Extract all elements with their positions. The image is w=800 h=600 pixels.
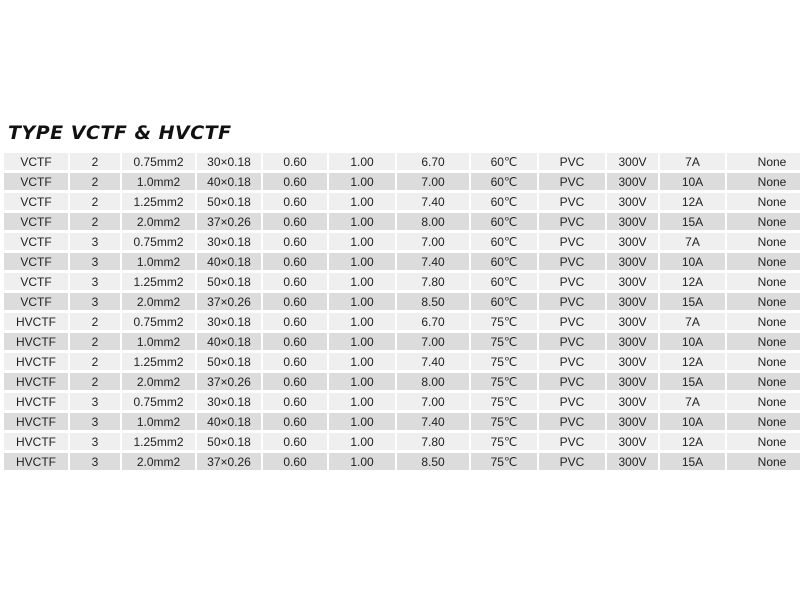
cell-voltage: 300V — [607, 453, 658, 470]
cell-cores: 3 — [70, 253, 120, 270]
table-row — [4, 313, 800, 330]
cell-insulation: 0.60 — [263, 353, 327, 370]
cell-shield: None — [727, 313, 800, 330]
cell-diameter: 8.00 — [397, 213, 469, 230]
cell-strand: 30×0.18 — [197, 153, 261, 170]
cell-size: 1.25mm2 — [122, 353, 195, 370]
cell-current: 12A — [660, 193, 725, 210]
cell-current: 12A — [660, 433, 725, 450]
cell-cores: 2 — [70, 193, 120, 210]
cell-diameter: 7.80 — [397, 433, 469, 450]
cell-sheath: 1.00 — [329, 393, 395, 410]
cell-current: 15A — [660, 453, 725, 470]
cell-cores: 2 — [70, 173, 120, 190]
cell-voltage: 300V — [607, 433, 658, 450]
cell-type: HVCTF — [4, 413, 68, 430]
cell-insulation: 0.60 — [263, 273, 327, 290]
cell-diameter: 7.40 — [397, 193, 469, 210]
cell-current: 7A — [660, 313, 725, 330]
cell-voltage: 300V — [607, 313, 658, 330]
cell-material: PVC — [539, 433, 605, 450]
cell-strand: 30×0.18 — [197, 393, 261, 410]
cell-shield: None — [727, 233, 800, 250]
cell-shield: None — [727, 273, 800, 290]
cell-current: 10A — [660, 333, 725, 350]
cell-temp: 75℃ — [471, 413, 537, 430]
cell-temp: 75℃ — [471, 373, 537, 390]
cell-shield: None — [727, 333, 800, 350]
cell-size: 2.0mm2 — [122, 293, 195, 310]
cell-diameter: 7.40 — [397, 353, 469, 370]
cell-cores: 2 — [70, 153, 120, 170]
cell-temp: 60℃ — [471, 233, 537, 250]
cell-type: VCTF — [4, 213, 68, 230]
cell-cores: 2 — [70, 373, 120, 390]
cell-type: HVCTF — [4, 373, 68, 390]
cell-type: VCTF — [4, 253, 68, 270]
cell-size: 1.0mm2 — [122, 413, 195, 430]
cell-diameter: 6.70 — [397, 153, 469, 170]
table-row — [4, 173, 800, 190]
cell-voltage: 300V — [607, 393, 658, 410]
table-row — [4, 373, 800, 390]
cell-insulation: 0.60 — [263, 433, 327, 450]
cell-size: 0.75mm2 — [122, 313, 195, 330]
cell-sheath: 1.00 — [329, 213, 395, 230]
cell-current: 15A — [660, 293, 725, 310]
cell-sheath: 1.00 — [329, 433, 395, 450]
cell-current: 12A — [660, 273, 725, 290]
cell-type: VCTF — [4, 233, 68, 250]
cell-diameter: 7.40 — [397, 253, 469, 270]
cell-material: PVC — [539, 193, 605, 210]
cell-voltage: 300V — [607, 413, 658, 430]
cell-diameter: 7.40 — [397, 413, 469, 430]
cell-size: 1.25mm2 — [122, 433, 195, 450]
cell-size: 1.0mm2 — [122, 253, 195, 270]
cell-voltage: 300V — [607, 373, 658, 390]
table-row — [4, 353, 800, 370]
cell-diameter: 7.00 — [397, 393, 469, 410]
cell-type: VCTF — [4, 153, 68, 170]
cell-size: 0.75mm2 — [122, 393, 195, 410]
cell-shield: None — [727, 213, 800, 230]
cell-shield: None — [727, 293, 800, 310]
table-row — [4, 413, 800, 430]
cell-material: PVC — [539, 393, 605, 410]
cell-temp: 60℃ — [471, 173, 537, 190]
cell-diameter: 8.50 — [397, 453, 469, 470]
cell-cores: 2 — [70, 333, 120, 350]
cell-insulation: 0.60 — [263, 453, 327, 470]
cell-size: 2.0mm2 — [122, 373, 195, 390]
cell-temp: 75℃ — [471, 393, 537, 410]
cell-size: 1.25mm2 — [122, 273, 195, 290]
cell-strand: 37×0.26 — [197, 373, 261, 390]
cell-sheath: 1.00 — [329, 313, 395, 330]
cell-temp: 60℃ — [471, 293, 537, 310]
table-row — [4, 233, 800, 250]
cell-insulation: 0.60 — [263, 293, 327, 310]
cell-shield: None — [727, 433, 800, 450]
cell-sheath: 1.00 — [329, 233, 395, 250]
cell-material: PVC — [539, 313, 605, 330]
cell-strand: 50×0.18 — [197, 273, 261, 290]
table-row — [4, 453, 800, 470]
cell-voltage: 300V — [607, 173, 658, 190]
cell-sheath: 1.00 — [329, 453, 395, 470]
cell-material: PVC — [539, 153, 605, 170]
cell-diameter: 8.50 — [397, 293, 469, 310]
cell-current: 7A — [660, 233, 725, 250]
cell-size: 1.0mm2 — [122, 173, 195, 190]
cell-temp: 60℃ — [471, 153, 537, 170]
cell-temp: 60℃ — [471, 193, 537, 210]
cell-strand: 37×0.26 — [197, 293, 261, 310]
cell-shield: None — [727, 173, 800, 190]
table-row — [4, 333, 800, 350]
cell-cores: 2 — [70, 313, 120, 330]
cell-sheath: 1.00 — [329, 293, 395, 310]
cell-insulation: 0.60 — [263, 313, 327, 330]
cell-sheath: 1.00 — [329, 193, 395, 210]
cell-diameter: 8.00 — [397, 373, 469, 390]
table-row — [4, 393, 800, 410]
cell-temp: 60℃ — [471, 273, 537, 290]
cell-material: PVC — [539, 373, 605, 390]
cell-strand: 30×0.18 — [197, 233, 261, 250]
cell-insulation: 0.60 — [263, 173, 327, 190]
cell-temp: 75℃ — [471, 353, 537, 370]
cell-cores: 3 — [70, 413, 120, 430]
cell-material: PVC — [539, 353, 605, 370]
cell-insulation: 0.60 — [263, 333, 327, 350]
cell-shield: None — [727, 413, 800, 430]
cell-strand: 37×0.26 — [197, 213, 261, 230]
table-row — [4, 193, 800, 210]
table-row — [4, 293, 800, 310]
cell-sheath: 1.00 — [329, 273, 395, 290]
cell-type: VCTF — [4, 193, 68, 210]
cell-sheath: 1.00 — [329, 173, 395, 190]
cell-size: 2.0mm2 — [122, 453, 195, 470]
cell-strand: 30×0.18 — [197, 313, 261, 330]
cell-size: 0.75mm2 — [122, 153, 195, 170]
cell-voltage: 300V — [607, 273, 658, 290]
cell-cores: 3 — [70, 453, 120, 470]
table-row — [4, 433, 800, 450]
cell-voltage: 300V — [607, 233, 658, 250]
cell-insulation: 0.60 — [263, 233, 327, 250]
cell-voltage: 300V — [607, 353, 658, 370]
cell-voltage: 300V — [607, 253, 658, 270]
cell-type: HVCTF — [4, 433, 68, 450]
cell-size: 2.0mm2 — [122, 213, 195, 230]
cell-strand: 40×0.18 — [197, 333, 261, 350]
cell-shield: None — [727, 353, 800, 370]
cell-insulation: 0.60 — [263, 213, 327, 230]
cell-strand: 40×0.18 — [197, 413, 261, 430]
cell-voltage: 300V — [607, 213, 658, 230]
table-row — [4, 253, 800, 270]
cell-insulation: 0.60 — [263, 413, 327, 430]
cell-size: 1.0mm2 — [122, 333, 195, 350]
cell-cores: 3 — [70, 273, 120, 290]
cell-current: 12A — [660, 353, 725, 370]
cell-insulation: 0.60 — [263, 153, 327, 170]
cell-current: 10A — [660, 253, 725, 270]
cell-shield: None — [727, 453, 800, 470]
cell-insulation: 0.60 — [263, 373, 327, 390]
cell-material: PVC — [539, 213, 605, 230]
cell-shield: None — [727, 393, 800, 410]
cell-sheath: 1.00 — [329, 253, 395, 270]
cell-sheath: 1.00 — [329, 413, 395, 430]
cell-diameter: 6.70 — [397, 313, 469, 330]
cell-current: 15A — [660, 373, 725, 390]
cell-strand: 40×0.18 — [197, 253, 261, 270]
cell-sheath: 1.00 — [329, 333, 395, 350]
page-title: TYPE VCTF & HVCTF — [8, 122, 232, 144]
cell-insulation: 0.60 — [263, 253, 327, 270]
cell-temp: 75℃ — [471, 313, 537, 330]
cell-current: 10A — [660, 173, 725, 190]
cell-strand: 40×0.18 — [197, 173, 261, 190]
cell-voltage: 300V — [607, 193, 658, 210]
cell-insulation: 0.60 — [263, 393, 327, 410]
cell-type: HVCTF — [4, 333, 68, 350]
spec-table-body — [4, 153, 800, 470]
cell-size: 0.75mm2 — [122, 233, 195, 250]
cell-material: PVC — [539, 173, 605, 190]
cell-type: VCTF — [4, 273, 68, 290]
cell-shield: None — [727, 253, 800, 270]
cell-strand: 50×0.18 — [197, 193, 261, 210]
cell-sheath: 1.00 — [329, 353, 395, 370]
cell-cores: 2 — [70, 213, 120, 230]
cell-temp: 75℃ — [471, 333, 537, 350]
cell-cores: 3 — [70, 393, 120, 410]
cell-type: VCTF — [4, 173, 68, 190]
cell-diameter: 7.00 — [397, 233, 469, 250]
cell-shield: None — [727, 193, 800, 210]
cell-cores: 3 — [70, 293, 120, 310]
cell-current: 7A — [660, 393, 725, 410]
cell-current: 7A — [660, 153, 725, 170]
cell-material: PVC — [539, 273, 605, 290]
cell-cores: 3 — [70, 233, 120, 250]
cell-diameter: 7.00 — [397, 333, 469, 350]
cell-material: PVC — [539, 293, 605, 310]
cell-size: 1.25mm2 — [122, 193, 195, 210]
cell-type: HVCTF — [4, 453, 68, 470]
cell-strand: 50×0.18 — [197, 353, 261, 370]
cell-temp: 75℃ — [471, 433, 537, 450]
cell-voltage: 300V — [607, 293, 658, 310]
cell-cores: 3 — [70, 433, 120, 450]
cell-type: HVCTF — [4, 313, 68, 330]
cell-temp: 60℃ — [471, 213, 537, 230]
cell-type: HVCTF — [4, 393, 68, 410]
cell-voltage: 300V — [607, 333, 658, 350]
cell-voltage: 300V — [607, 153, 658, 170]
cell-current: 10A — [660, 413, 725, 430]
cell-type: HVCTF — [4, 353, 68, 370]
cell-cores: 2 — [70, 353, 120, 370]
cell-type: VCTF — [4, 293, 68, 310]
cell-strand: 50×0.18 — [197, 433, 261, 450]
cell-sheath: 1.00 — [329, 373, 395, 390]
cell-shield: None — [727, 153, 800, 170]
cell-shield: None — [727, 373, 800, 390]
table-row — [4, 213, 800, 230]
cell-temp: 75℃ — [471, 453, 537, 470]
table-row — [4, 153, 800, 170]
cell-current: 15A — [660, 213, 725, 230]
cell-strand: 37×0.26 — [197, 453, 261, 470]
cell-material: PVC — [539, 253, 605, 270]
cell-diameter: 7.80 — [397, 273, 469, 290]
cell-material: PVC — [539, 453, 605, 470]
cell-insulation: 0.60 — [263, 193, 327, 210]
cell-material: PVC — [539, 333, 605, 350]
cell-temp: 60℃ — [471, 253, 537, 270]
cell-material: PVC — [539, 233, 605, 250]
table-row — [4, 273, 800, 290]
cell-material: PVC — [539, 413, 605, 430]
cell-diameter: 7.00 — [397, 173, 469, 190]
cell-sheath: 1.00 — [329, 153, 395, 170]
spec-table — [2, 150, 800, 473]
